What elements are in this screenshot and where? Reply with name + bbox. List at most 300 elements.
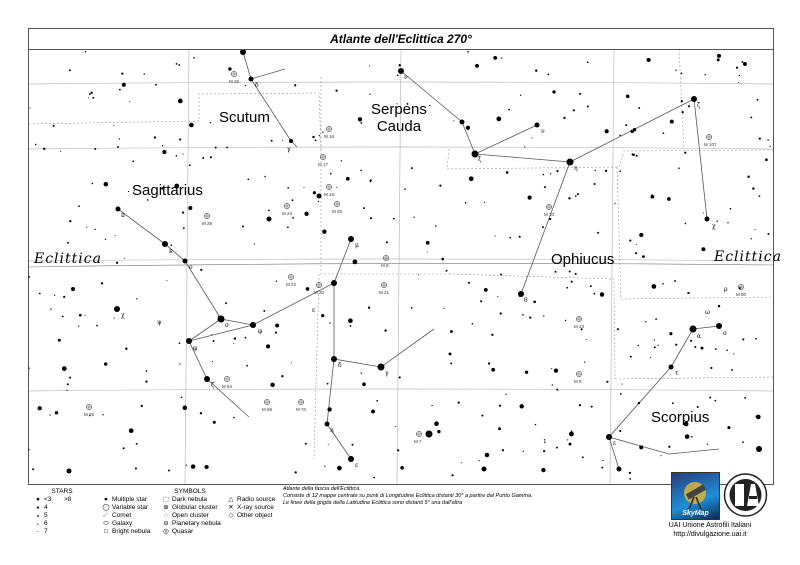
- star: [605, 170, 607, 172]
- star: [318, 201, 319, 202]
- star: [532, 137, 533, 138]
- star: [292, 217, 294, 219]
- star: [443, 308, 444, 309]
- star: [427, 252, 428, 253]
- star: [506, 171, 509, 174]
- star: [386, 241, 388, 243]
- star-mag-label: 7: [44, 528, 48, 535]
- star: [117, 146, 119, 148]
- star: [218, 316, 220, 318]
- deep-sky-label: M 21: [379, 290, 390, 295]
- greek-star-label: δ: [255, 82, 259, 89]
- star: [191, 464, 196, 469]
- star: [509, 237, 511, 239]
- star: [418, 274, 419, 275]
- star: [645, 321, 646, 322]
- star: [594, 293, 596, 295]
- constellation-boundary: [679, 49, 684, 149]
- star: [717, 54, 721, 58]
- star: [79, 314, 82, 317]
- star: [550, 173, 551, 174]
- star: [495, 236, 496, 237]
- greek-star-label: σ: [225, 322, 230, 329]
- star: [69, 220, 71, 222]
- greek-star-label: φ: [258, 328, 263, 335]
- star: [397, 75, 399, 77]
- legend: [28, 484, 772, 540]
- symbol-label: Comet: [112, 512, 132, 519]
- star: [234, 337, 236, 339]
- star: [336, 187, 337, 188]
- label-scutum: Scutum: [219, 109, 270, 126]
- star: [556, 170, 558, 172]
- star: [384, 329, 386, 331]
- star: [759, 137, 761, 139]
- star: [555, 271, 557, 273]
- deep-sky-label: M 25: [332, 209, 343, 214]
- star: [543, 450, 545, 452]
- constellation-line: [475, 99, 707, 219]
- star: [461, 462, 462, 463]
- star: [752, 187, 754, 189]
- greek-star-label: ε: [312, 307, 316, 314]
- star: [242, 226, 244, 228]
- star: [38, 406, 42, 410]
- star: [606, 434, 612, 440]
- star: [400, 466, 404, 470]
- star: [84, 315, 85, 316]
- star: [94, 148, 96, 150]
- symbol-label: Quasar: [172, 528, 194, 535]
- star: [373, 477, 375, 479]
- star: [556, 389, 558, 391]
- star: [429, 105, 430, 106]
- xray-source-icon: ✕: [228, 504, 234, 511]
- star: [480, 300, 482, 302]
- star: [716, 323, 722, 329]
- star: [327, 383, 329, 385]
- star: [350, 325, 352, 327]
- star: [630, 356, 632, 358]
- star: [129, 428, 134, 433]
- star: [287, 187, 289, 189]
- star: [426, 241, 430, 245]
- star: [757, 99, 759, 101]
- star: [595, 170, 596, 171]
- star: [399, 64, 401, 66]
- star: [747, 176, 749, 178]
- star: [636, 155, 638, 157]
- star: [92, 183, 94, 185]
- star: [736, 67, 738, 69]
- star: [575, 195, 577, 197]
- star: [691, 436, 693, 438]
- star: [727, 426, 730, 429]
- star: [358, 117, 362, 121]
- greek-star-label: δ: [338, 362, 342, 369]
- star: [363, 207, 365, 209]
- constellation-boundary: [615, 377, 773, 379]
- star: [703, 212, 704, 213]
- star: [568, 197, 570, 199]
- star: [200, 412, 202, 414]
- ecliptic-label-left: Eclittica: [34, 251, 102, 267]
- star: [247, 178, 249, 180]
- star: [186, 338, 192, 344]
- star: [413, 217, 414, 218]
- deep-sky-label: M 17: [318, 162, 329, 167]
- star: [104, 362, 107, 365]
- star: [29, 368, 30, 369]
- star: [497, 296, 498, 297]
- star: [204, 376, 210, 382]
- star: [524, 146, 525, 147]
- star: [71, 287, 75, 291]
- star: [125, 348, 127, 350]
- star: [547, 73, 549, 75]
- star: [346, 177, 350, 181]
- star: [619, 430, 621, 432]
- star: [449, 352, 452, 355]
- star-chart-frame: [28, 28, 782, 485]
- star: [543, 174, 544, 175]
- star: [376, 400, 378, 402]
- org-name: UAI Unione Astrofili Italiani: [668, 522, 752, 529]
- star: [687, 292, 689, 294]
- star: [176, 155, 178, 157]
- star: [626, 95, 630, 99]
- star: [458, 402, 460, 404]
- bright-nebula-icon: □: [104, 528, 108, 535]
- star: [104, 182, 109, 187]
- star: [317, 194, 322, 199]
- greek-star-label: ξ: [478, 156, 482, 163]
- star: [337, 466, 342, 471]
- star: [481, 415, 483, 417]
- star: [39, 293, 41, 295]
- star: [601, 467, 603, 469]
- galaxy-icon: ⬭: [103, 520, 109, 527]
- star: [128, 191, 129, 192]
- deep-sky-label: M 69: [262, 407, 273, 412]
- star: [502, 449, 504, 451]
- star: [652, 284, 657, 289]
- constellation-line: [251, 69, 285, 79]
- star: [759, 195, 761, 197]
- star: [348, 236, 354, 242]
- star: [614, 203, 615, 204]
- star: [119, 89, 121, 91]
- star: [275, 324, 279, 328]
- greek-star-label: ν: [404, 74, 408, 81]
- symbol-label: Dark nebula: [172, 496, 208, 503]
- star: [60, 151, 61, 152]
- legend-symbols: [100, 488, 280, 536]
- greek-star-label: η: [574, 165, 578, 172]
- star: [701, 247, 705, 251]
- star-mag5-icon: ●: [36, 513, 40, 518]
- star: [189, 164, 191, 166]
- star: [92, 97, 94, 99]
- star: [573, 109, 575, 111]
- star: [715, 348, 717, 350]
- star: [183, 406, 187, 410]
- star: [292, 199, 294, 201]
- star: [331, 356, 337, 362]
- star: [397, 449, 399, 451]
- uai-logo: [723, 472, 768, 518]
- star: [276, 281, 277, 282]
- star: [295, 471, 297, 473]
- star: [58, 339, 61, 342]
- star: [638, 402, 640, 404]
- star: [202, 157, 204, 159]
- star: [233, 343, 234, 344]
- label-sagittarius: Sagittarius: [132, 182, 203, 199]
- greek-star-label: χ: [712, 223, 716, 230]
- star: [705, 217, 710, 222]
- star: [727, 222, 728, 223]
- star: [431, 405, 432, 406]
- star: [501, 58, 502, 59]
- star: [586, 339, 587, 340]
- greek-star-label: π: [121, 212, 125, 219]
- star: [669, 365, 674, 370]
- star: [743, 62, 747, 66]
- star: [450, 363, 452, 365]
- greek-star-label: ν: [541, 128, 545, 135]
- star: [32, 468, 34, 470]
- star: [352, 444, 354, 446]
- star: [89, 93, 91, 95]
- star: [245, 337, 247, 339]
- star: [577, 193, 579, 195]
- star: [544, 441, 545, 442]
- star: [267, 217, 272, 222]
- greek-star-label: χ: [121, 312, 125, 319]
- star: [348, 318, 353, 323]
- star: [468, 282, 470, 284]
- star: [313, 191, 316, 194]
- star: [662, 283, 663, 284]
- star: [533, 301, 536, 304]
- star: [129, 101, 130, 102]
- open-cluster-icon: ◌: [164, 512, 168, 519]
- legend-star-row: [32, 512, 92, 520]
- star: [193, 57, 195, 59]
- star: [709, 397, 711, 399]
- ecliptic-label-right: Eclittica: [714, 249, 782, 265]
- star: [67, 469, 72, 474]
- star: [282, 140, 283, 141]
- star: [751, 238, 752, 239]
- star: [116, 262, 118, 264]
- multiple-star-icon: ●: [104, 496, 108, 503]
- star: [29, 108, 30, 109]
- constellation-line: [243, 52, 297, 147]
- ecliptic-line: [29, 263, 773, 267]
- comet-icon: ☄: [103, 512, 109, 519]
- greek-star-label: ε: [355, 462, 359, 469]
- star: [393, 218, 395, 220]
- star: [268, 210, 270, 212]
- star: [275, 332, 277, 334]
- other-object-icon: ◇: [228, 512, 234, 519]
- star: [287, 226, 289, 228]
- star: [750, 116, 752, 118]
- star: [672, 402, 674, 404]
- star: [569, 271, 571, 273]
- star: [500, 312, 502, 314]
- star: [178, 99, 183, 104]
- star: [479, 460, 480, 461]
- star: [135, 467, 137, 469]
- star: [322, 132, 323, 133]
- star: [567, 159, 574, 166]
- symbol-label: Open cluster: [172, 512, 209, 519]
- star: [714, 400, 716, 402]
- star: [210, 122, 211, 123]
- star: [289, 139, 293, 143]
- star: [730, 208, 732, 210]
- star: [508, 109, 510, 111]
- star: [767, 233, 769, 235]
- star: [370, 181, 371, 182]
- symbol-label: Radio source: [237, 496, 276, 503]
- constellation-line: [189, 325, 253, 341]
- constellation-boundary: [29, 93, 321, 149]
- star: [411, 307, 413, 309]
- quasar-icon: ◎: [163, 528, 169, 535]
- star: [670, 120, 674, 124]
- star: [369, 94, 370, 95]
- star-mag3-icon: ●: [36, 496, 40, 503]
- star: [669, 332, 672, 335]
- star: [567, 439, 568, 440]
- constellation-line: [609, 437, 719, 454]
- star: [50, 309, 51, 310]
- star: [565, 320, 566, 321]
- star: [67, 242, 69, 244]
- radio-source-icon: △: [228, 496, 234, 503]
- star: [522, 314, 524, 316]
- deep-sky-label: M 16: [324, 134, 335, 139]
- star: [399, 376, 401, 378]
- star: [155, 84, 157, 86]
- star: [331, 280, 337, 286]
- star: [330, 173, 332, 175]
- map-title: Atlante dell'Eclittica 270°: [330, 32, 472, 46]
- star: [335, 89, 337, 91]
- legend-stars: [32, 488, 92, 536]
- star: [341, 160, 342, 161]
- star: [183, 227, 185, 229]
- star: [411, 167, 413, 169]
- star: [637, 345, 638, 346]
- star: [629, 240, 631, 242]
- star: [597, 232, 599, 234]
- star-mag-label: <3: [44, 496, 52, 503]
- star: [225, 302, 227, 304]
- star: [245, 85, 246, 86]
- star: [756, 446, 762, 452]
- star: [554, 368, 558, 372]
- star-mag-label: 4: [44, 504, 48, 511]
- star: [291, 362, 292, 363]
- star: [88, 97, 89, 98]
- star: [584, 361, 585, 362]
- star: [519, 236, 521, 238]
- star: [66, 390, 67, 391]
- star: [639, 445, 643, 449]
- star: [101, 282, 103, 284]
- star: [600, 292, 604, 296]
- org-url: http://divulgazione.uai.it: [673, 530, 747, 538]
- star: [441, 258, 444, 261]
- greek-star-label: κ: [169, 248, 173, 255]
- star: [529, 317, 531, 319]
- star: [675, 344, 677, 346]
- star: [493, 56, 497, 60]
- star: [767, 139, 769, 141]
- star: [754, 229, 755, 230]
- star: [147, 199, 149, 201]
- star: [327, 407, 331, 411]
- star: [710, 367, 712, 369]
- dark-nebula-icon: ⬚: [162, 496, 170, 503]
- greek-star-label: η: [330, 427, 334, 434]
- star: [660, 455, 661, 456]
- note-title: Atlante della fascia dell'Eclittica.: [283, 486, 361, 492]
- star: [682, 111, 684, 113]
- atlas-note: [283, 486, 603, 507]
- note-line-1: Consiste di 12 mappe centrate su punti di Longitudine Eclittica distanti 30° a partire dal Punto Gamma.: [283, 493, 533, 499]
- star: [654, 339, 655, 340]
- star: [270, 383, 274, 387]
- star: [105, 239, 106, 240]
- star: [249, 77, 254, 82]
- deep-sky-label: M 18: [324, 192, 335, 197]
- skymap-logo: [671, 472, 720, 520]
- star-mag-label: 5: [44, 512, 48, 519]
- star: [731, 369, 733, 371]
- star: [122, 83, 126, 87]
- star: [85, 51, 86, 52]
- star: [49, 414, 50, 415]
- star: [484, 202, 485, 203]
- star: [647, 58, 651, 62]
- star: [685, 434, 690, 439]
- star: [551, 368, 552, 369]
- star: [472, 323, 474, 325]
- star: [552, 384, 553, 385]
- star: [739, 75, 740, 76]
- star: [312, 136, 314, 138]
- star: [178, 64, 180, 66]
- star: [43, 148, 45, 150]
- star: [263, 310, 265, 312]
- star: [63, 296, 65, 298]
- star: [741, 61, 743, 63]
- star: [360, 170, 362, 172]
- deep-sky-label: M 55: [84, 412, 95, 417]
- star: [563, 117, 565, 119]
- greek-star-label: ρ: [724, 286, 728, 293]
- star: [254, 243, 255, 244]
- star: [162, 241, 168, 247]
- greek-star-label: ψ: [157, 319, 162, 326]
- star: [535, 424, 536, 425]
